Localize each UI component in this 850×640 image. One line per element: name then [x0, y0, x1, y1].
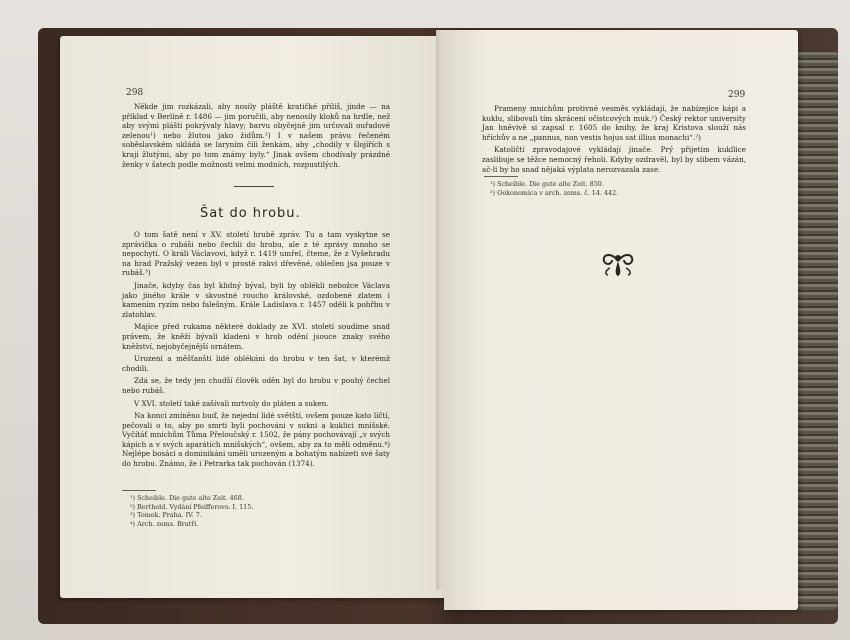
floral-ornament-icon: [598, 244, 638, 278]
right-body-text: Prameny mnichům protivné vesměs vykládají, že nabízejíce kápi a kuklu, slibovali tím skrácení očistcových muk.¹) Český rektor university Jan hněvivě si zapsal r. 1605 do knihy, že kraj Kristova slouží nás hříchův a ne „pannus, non vestis hojus sat illius monachi“.²) Katoličtí zpravodajové vykládají jinače. Prý přijetím kukllice zaslibuje se těžce nemocný řeholi. Kdyby ozdravěl, byl by slibem vázán, ač-li by ho snad nějaká výplata nerozvazala zase.: [482, 104, 746, 174]
page-number-right: 299: [728, 90, 746, 100]
left-footnotes: ¹) Scheible. Die gute alte Zeit. 468. ²) Berthold. Vydání Pfeifferovo. I. 115. ³) Tomek. Praha. IV. 7. ⁴) Arch. zems. Bratří.: [130, 494, 254, 528]
footnote-rule-left: [122, 490, 156, 491]
left-page: [60, 36, 448, 598]
left-paragraph-1: Někde jim rozkázali, aby nosily pláště kratičké příliš, jinde — na příklad v Berlíně r. 1486 — jim poručili, aby nenosily kloků na hrdle, než aby svými plášti pokrývaly hlavy; barvu obyčejně jim určovali ouřadové zelenou¹) nebo žlutou jako židům.²) I v našem právu řečeném soběslavském ukládá se laryním čili ženkám, aby „chodily v šlojířích s kraji žlutými, aby po tom známy byly.“ Jinak ovšem chodívaly prázdné ženky v šatech podle možnosti velmi modních, rozpustilých.: [122, 102, 390, 169]
footnote-rule-right: [484, 176, 518, 177]
right-footnotes: ¹) Scheible. Die gute alte Zeit. 850. ²) Oekonomica v arch. zems. č. 14. 442.: [490, 180, 619, 197]
right-page: [444, 30, 798, 610]
page-number-left: 298: [126, 88, 144, 98]
section-heading: Šat do hrobu.: [200, 206, 301, 221]
section-divider: [234, 186, 274, 187]
left-body-text: O tom šatě není v XV. století hrubě zpráv. Tu a tam vyskytne se zprávička o rubáši nebo čechli do hrobu, ale z té zprávy mnoho se nepochytí. O králi Václavovi, když r. 1419 umřel, čteme, že z Vyšehradu na hrad Pražský vezen byl v prosté rakvi dřevěné, oblečen jsa pouze v rubáš.³) Jinače, kdyby čas byl klidný býval, byli by oblékli nebožce Václava jako jiného krále v skvostné roucho královské, ozdobené zlatem i kamením ryzím nebo falešným. Krále Ladislava r. 1457 oděli k pohřbu v zlatohlav. Majíce před rukama některé doklady ze XVI. století soudíme snad právem, že kněží bývali kladeni v hrob odění jsouce znaky svého kněžství, nejobyčejnější ornátem. Urození a měšťanští lidé oblékáni do hrobu v ten šat, v kterémž chodili. Zdá se, že tedy jen chudší člověk oděn byl do hrobu v pouhý čechel nebo rubáš. V XVI. století také zašívali mrtvoly do pláten a suken. Na konci zmíněno buď, že nejední lidé světští, ovšem pouze kato líčtí, pečovali o to, aby po smrti byli pochováni v sukni a kuklici mnišské. Vyčítáť mnichům Tůma Přeloučský r. 1502, že pány pochovávají „v svých kápích a v svých aparátích mnišských“, ovšem, aby za to měli odměnu.⁴) Nejlépe bosáci a dominikáni uměli urozeným a bohatým nabízeti své šaty do hrobu. Známo, že i Petrarka tak pochován (1374).: [122, 230, 390, 469]
